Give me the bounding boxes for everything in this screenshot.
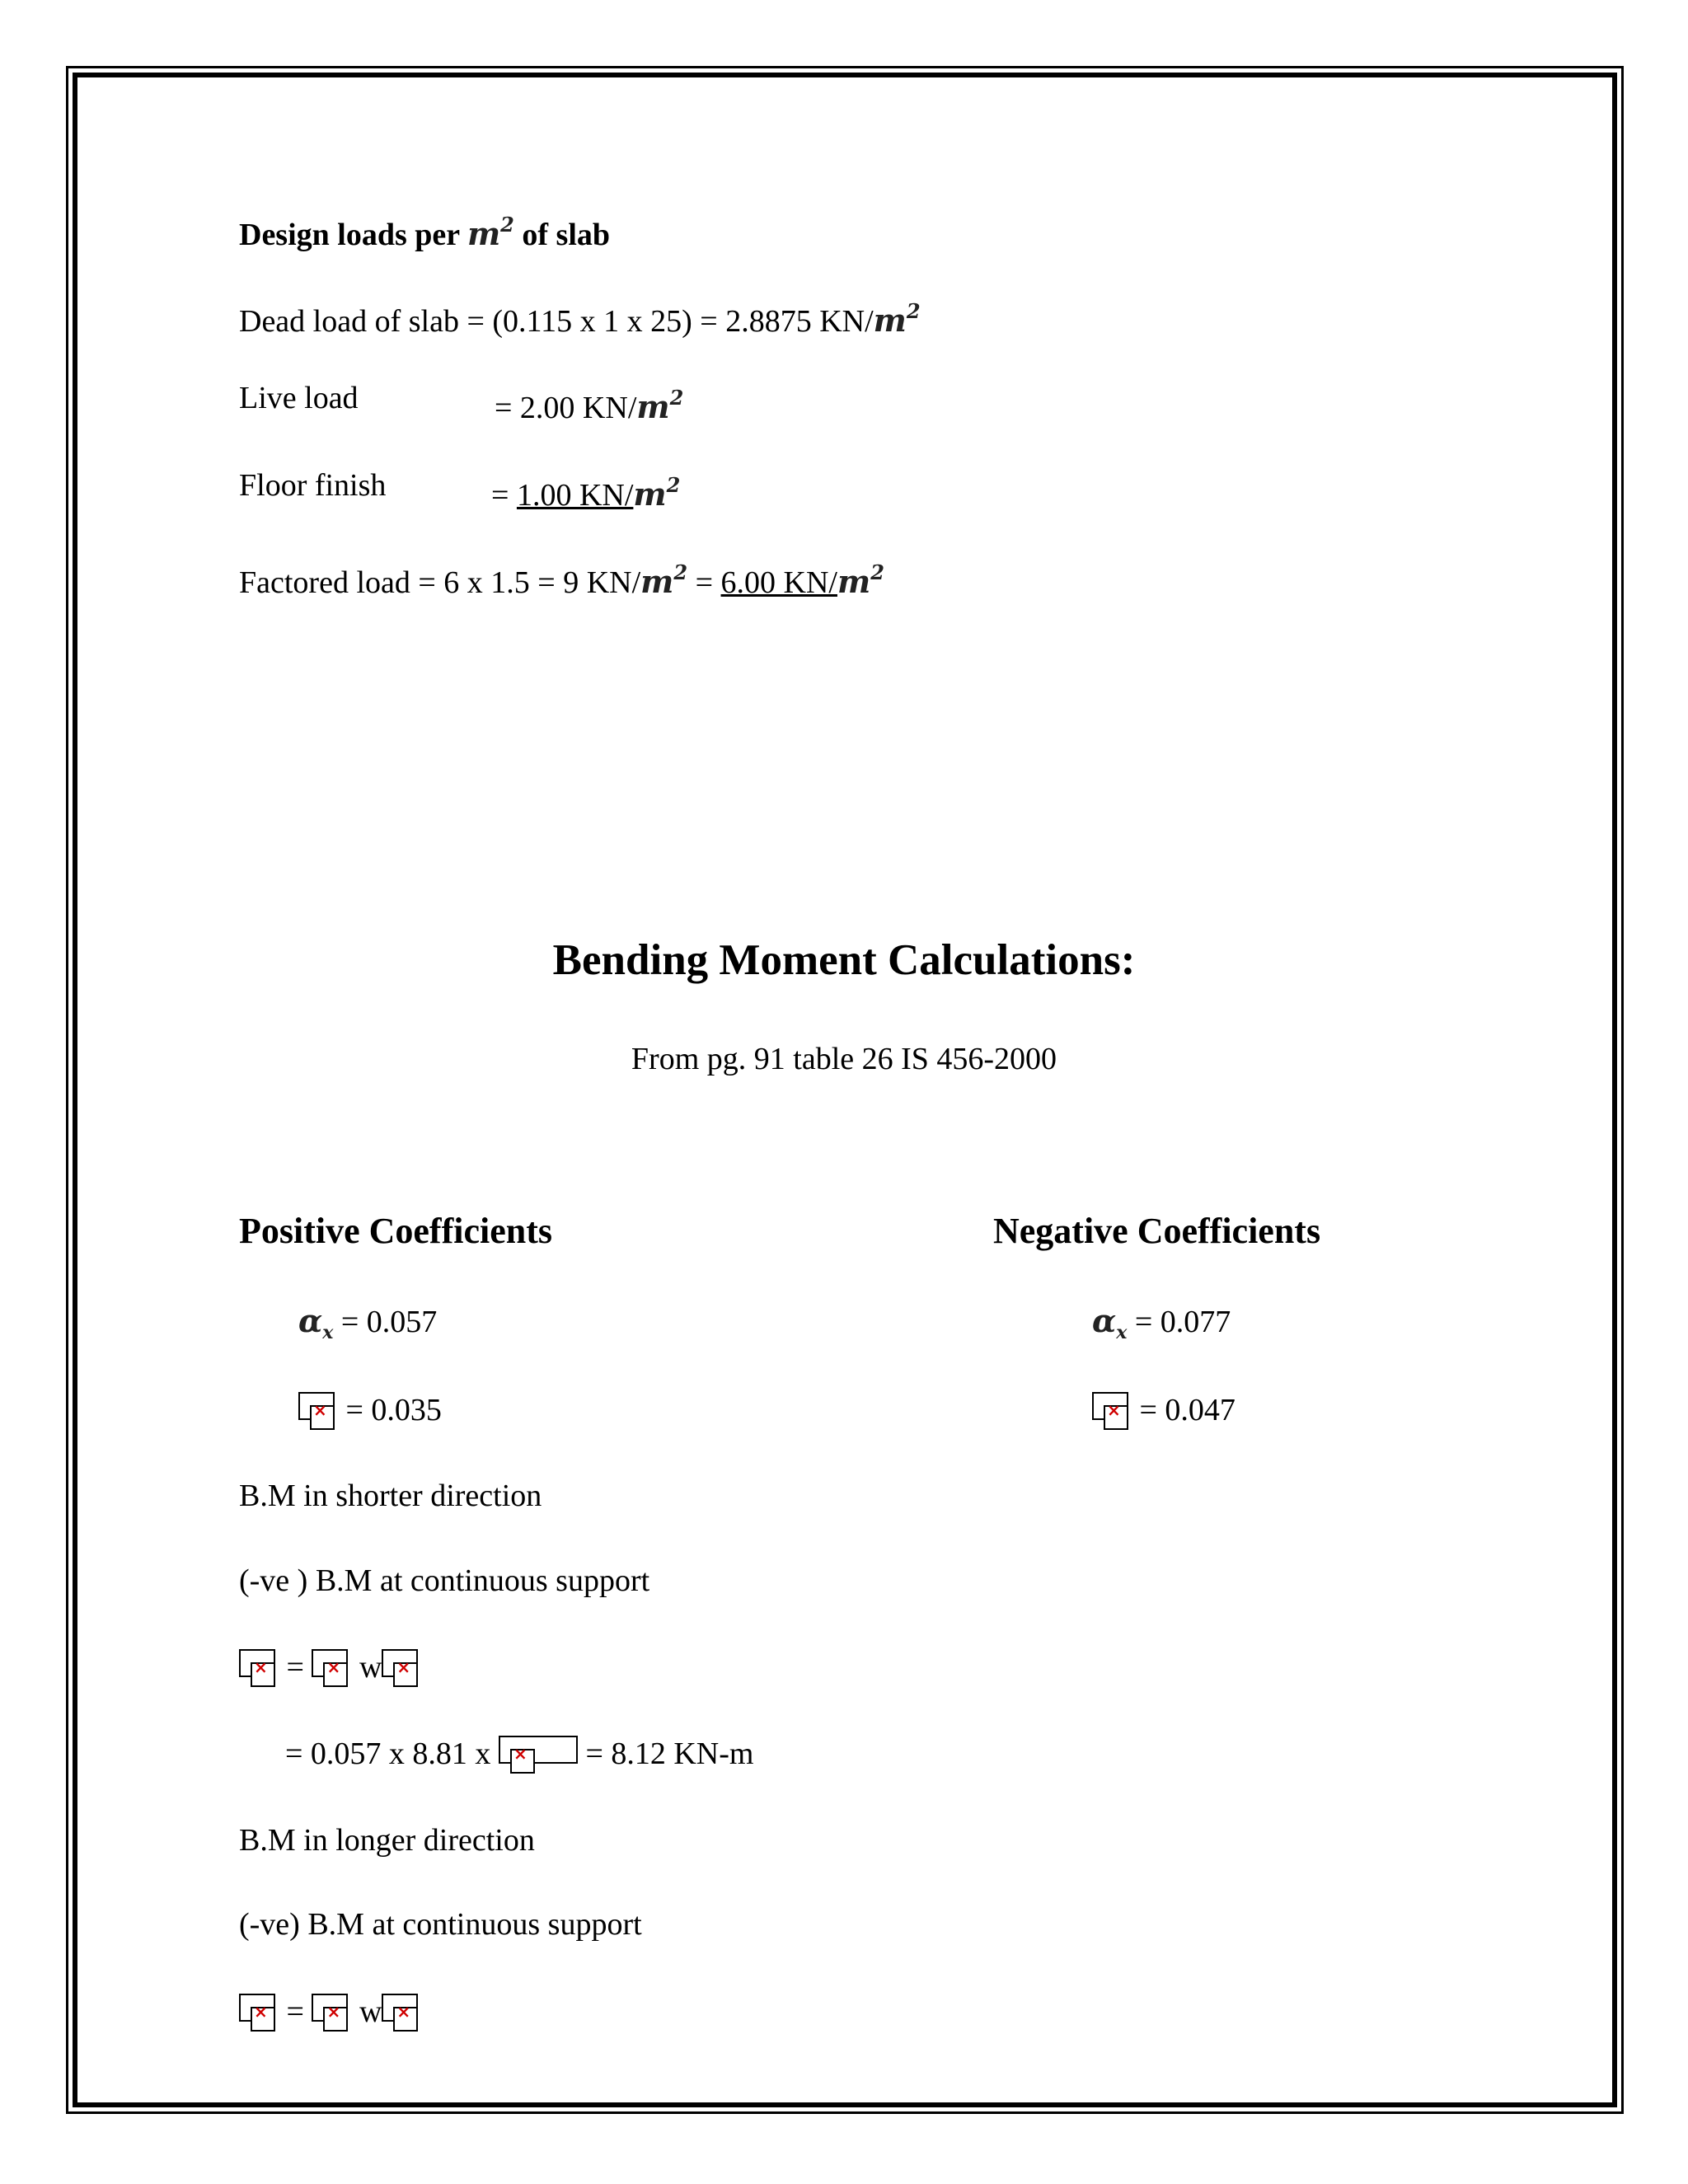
m-squared-symbol: $m^2$ [640, 560, 688, 600]
broken-image-icon: × [312, 1994, 351, 2028]
live-load-line [239, 379, 359, 417]
broken-image-icon: × [239, 1649, 279, 1684]
floor-finish-value: = 1.00 $KN/m^2$ [491, 473, 681, 513]
factored-load-line: Factored load = 6 x 1.5 = 9 $KN/m^2 = 6.00$ $KN/m^2$ [239, 560, 884, 600]
m-squared-symbol: $m^2$ [636, 386, 684, 425]
negative-coefficients-title: Negative Coefficients [993, 1211, 1321, 1251]
table-reference: From pg. 91 table 26 IS 456-2000 [631, 1042, 1057, 1076]
dead-load-line: Dead load of slab = (0.115 x 1 x 25) = 2.8875 $KN/m^2$ [239, 299, 921, 339]
positive-alpha-y: × = 0.035 [298, 1391, 442, 1429]
m-squared-symbol: $m^2$ [873, 299, 921, 339]
broken-image-icon: × [382, 1994, 421, 2028]
page-border-inner [73, 73, 1617, 2107]
bending-moment-title: Bending Moment Calculations: [552, 936, 1136, 984]
broken-image-icon: × [239, 1994, 279, 2028]
floor-finish-line [239, 466, 386, 504]
broken-image-icon: × [382, 1649, 421, 1684]
m-squared-symbol: $m^2$ [633, 473, 681, 513]
broken-image-icon: × [312, 1649, 351, 1684]
m-squared-symbol: $m^2$ [467, 213, 514, 252]
alpha-x-symbol: $\alpha_x$ [1092, 1302, 1128, 1343]
negative-alpha-x: $\alpha_x = 0.077$ [1092, 1302, 1231, 1343]
negative-alpha-y: × = 0.047 [1092, 1391, 1236, 1429]
broken-image-icon: × [499, 1736, 578, 1770]
shorter-direction-label: B.M in shorter direction [239, 1479, 542, 1513]
alpha-x-symbol: $\alpha_x$ [298, 1302, 334, 1343]
live-load-value: = 2.00 $KN/m^2$ [495, 386, 684, 425]
live-load-label: Live load [239, 381, 359, 415]
positive-coefficients-title: Positive Coefficients [239, 1211, 552, 1251]
broken-image-icon: × [298, 1392, 338, 1427]
positive-alpha-x: $\alpha_x = 0.057$ [298, 1302, 438, 1343]
m-squared-symbol: $m^2$ [837, 560, 884, 600]
broken-image-icon: × [1092, 1392, 1132, 1427]
longer-support-label: (-ve) B.M at continuous support [239, 1907, 642, 1942]
design-loads-heading: Design loads per $m^2$ of slab [239, 213, 611, 252]
shorter-support-label: (-ve ) B.M at continuous support [239, 1563, 650, 1598]
longer-direction-label: B.M in longer direction [239, 1823, 535, 1858]
shorter-formula: × = × w × [239, 1648, 421, 1686]
shorter-calculation: = 0.057 x 8.81 x × = 8.12 KN-m [285, 1735, 753, 1773]
longer-formula: × = × w × [239, 1993, 421, 2031]
floor-finish-label: Floor finish [239, 468, 387, 503]
